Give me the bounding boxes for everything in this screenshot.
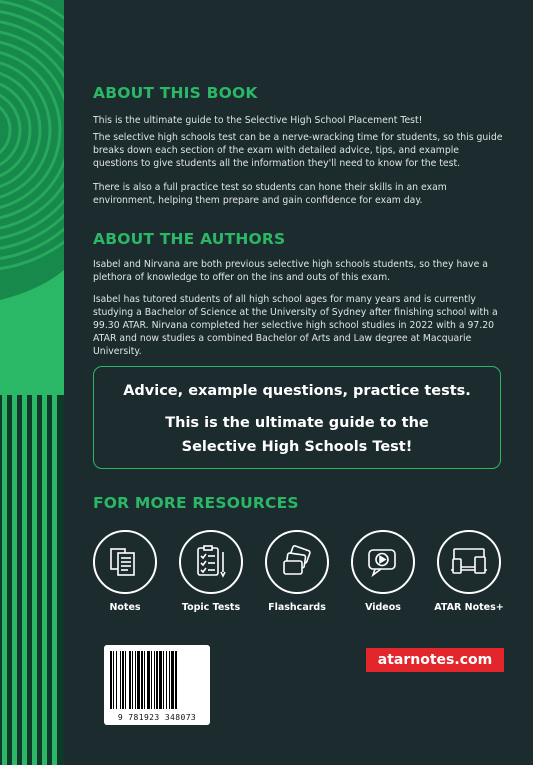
barcode-bar (144, 651, 145, 709)
barcode-bar (135, 651, 136, 709)
flashcards-icon (265, 530, 329, 594)
barcode-bar (137, 651, 140, 709)
barcode-bar (166, 651, 167, 709)
callout-box (93, 366, 501, 469)
decorative-side-pattern (0, 0, 64, 765)
barcode-bar (169, 651, 170, 709)
barcode-bar (125, 651, 126, 709)
about-authors-paragraph-2: Isabel has tutored students of all high school ages for many years and is currently studying a Bachelor of Science at the University of Sydney after finishing school with a 99.30 ATAR. Nirvana completed her selective high school studies in 2022 with a 97.20 ATAR and now studies a combined Bachelor of Arts and Law degree at Macquarie University. (93, 294, 498, 357)
barcode-bar (120, 651, 121, 709)
callout-line-1: Advice, example questions, practice tests. (123, 383, 471, 399)
resource-atar-notes-plus[interactable] (434, 530, 504, 613)
barcode-bar (129, 651, 131, 709)
callout-line-3: Selective High Schools Test! (181, 439, 413, 455)
resource-notes-label: Notes (109, 602, 141, 613)
barcode-bar (122, 651, 124, 709)
resource-topic-tests-label: Topic Tests (181, 602, 241, 613)
resource-topic-tests[interactable] (176, 530, 246, 613)
barcode (104, 645, 210, 725)
barcode-bars (108, 651, 206, 709)
notes-icon (93, 530, 157, 594)
resources-heading: FOR MORE RESOURCES (93, 494, 299, 512)
about-book-paragraph-2: The selective high schools test can be a nerve-wracking time for students, so this guide breaks down each section of the exam with detailed advice, tips, and example questions to give students all the information they'll need to know for the test. (93, 132, 503, 169)
resource-notes[interactable] (90, 530, 160, 613)
about-book-paragraph-1: This is the ultimate guide to the Selective High School Placement Test! (93, 115, 423, 126)
barcode-bar (163, 651, 164, 709)
about-book-paragraph-3: There is also a full practice test so students can hone their skills in an exam environment, helping them prepare and gain confidence for exam day. (93, 182, 447, 206)
barcode-bar (154, 651, 155, 709)
video-chat-icon (351, 530, 415, 594)
barcode-bar (159, 651, 162, 709)
checklist-icon (179, 530, 243, 594)
barcode-bar (113, 651, 114, 709)
barcode-bar (147, 651, 150, 709)
resource-flashcards-label: Flashcards (268, 602, 326, 613)
devices-icon (437, 530, 501, 594)
barcode-bar (156, 651, 158, 709)
resource-flashcards[interactable] (262, 530, 332, 613)
barcode-bar (132, 651, 133, 709)
callout-line-2: This is the ultimate guide to the (165, 415, 429, 431)
resource-atar-notes-plus-label: ATAR Notes+ (434, 602, 504, 613)
barcode-bar (141, 651, 143, 709)
barcode-bar (175, 651, 177, 709)
about-book-heading: ABOUT THIS BOOK (93, 84, 258, 102)
barcode-bar (151, 651, 152, 709)
about-authors-heading: ABOUT THE AUTHORS (93, 230, 286, 248)
isbn-number: 9 781923 348073 (117, 713, 197, 722)
barcode-bar (171, 651, 174, 709)
website-badge[interactable]: atarnotes.com (366, 648, 504, 672)
about-authors-paragraph-1: Isabel and Nirvana are both previous selective high schools students, so they have a plethora of knowledge to offer on the ins and outs of this exam. (93, 259, 488, 283)
resources-list (93, 530, 505, 620)
resource-videos-label: Videos (365, 602, 401, 613)
barcode-bar (110, 651, 112, 709)
barcode-bar (116, 651, 117, 709)
resource-videos[interactable] (348, 530, 418, 613)
